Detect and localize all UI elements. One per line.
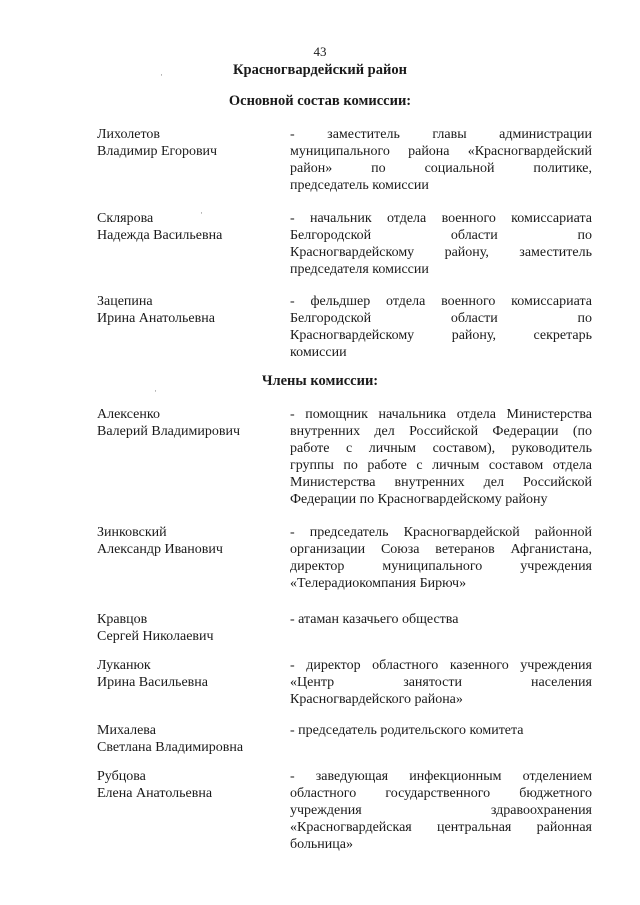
- surname: Лихолетов: [97, 127, 161, 142]
- given-names: Ирина Васильевна: [97, 675, 208, 690]
- description-line: Красногвардейскому району, секретарь: [290, 328, 592, 343]
- position-description: [290, 657, 592, 708]
- given-names: Александр Иванович: [97, 542, 223, 557]
- person-name: [97, 768, 272, 802]
- description-line: - заместитель главы администрации: [290, 127, 592, 142]
- scan-speck: ·: [160, 70, 163, 80]
- description-line: председатель комиссии: [290, 178, 429, 193]
- description-line: - председатель Красногвардейской районной: [290, 525, 592, 540]
- description-line: муниципального района «Красногвардейский: [290, 144, 592, 159]
- description-line: - атаман казачьего общества: [290, 612, 459, 627]
- person-name: [97, 657, 272, 691]
- surname: Зацепина: [97, 294, 153, 309]
- description-line: председателя комиссии: [290, 262, 429, 277]
- description-line: - директор областного казенного учреждения: [290, 658, 592, 673]
- district-title: Красногвардейский район: [233, 62, 407, 78]
- description-line: - начальник отдела военного комиссариата: [290, 211, 592, 226]
- position-description: [290, 524, 592, 592]
- description-line: «Красногвардейская центральная районная: [290, 820, 592, 835]
- person-name: [97, 126, 272, 160]
- position-description: [290, 293, 592, 361]
- position-description: [290, 722, 592, 739]
- person-name: [97, 524, 272, 558]
- person-name: [97, 406, 272, 440]
- surname: Рубцова: [97, 769, 146, 784]
- description-line: областного государственного бюджетного: [290, 786, 592, 801]
- description-line: - помощник начальника отдела Министерства: [290, 407, 592, 422]
- surname: Михалева: [97, 723, 156, 738]
- surname: Склярова: [97, 211, 154, 226]
- description-line: - фельдшер отдела военного комиссариата: [290, 294, 592, 309]
- scan-speck: ·: [200, 208, 203, 218]
- scan-speck: ·: [154, 386, 157, 396]
- description-line: учреждения здравоохранения: [290, 803, 592, 818]
- given-names: Елена Анатольевна: [97, 786, 213, 801]
- page-number: 43: [313, 44, 327, 59]
- given-names: Сергей Николаевич: [97, 629, 214, 644]
- description-line: - заведующая инфекционным отделением: [290, 769, 592, 784]
- description-line: внутренних дел Российской Федерации (по: [290, 424, 592, 439]
- description-line: больница»: [290, 837, 353, 852]
- position-description: [290, 768, 592, 853]
- description-line: Федерации по Красногвардейскому району: [290, 492, 548, 507]
- description-line: работе с личным составом), руководитель: [290, 441, 592, 456]
- position-description: [290, 126, 592, 194]
- description-line: Красногвардейскому району, заместитель: [290, 245, 592, 260]
- description-line: Белгородской области по: [290, 228, 592, 243]
- description-line: Белгородской области по: [290, 311, 592, 326]
- position-description: [290, 210, 592, 278]
- surname: Зинковский: [97, 525, 167, 540]
- description-line: комиссии: [290, 345, 347, 360]
- surname: Луканюк: [97, 658, 151, 673]
- given-names: Владимир Егорович: [97, 144, 218, 159]
- given-names: Светлана Владимировна: [97, 740, 244, 755]
- description-line: директор муниципального учреждения: [290, 559, 592, 574]
- position-description: [290, 406, 592, 508]
- person-name: [97, 722, 272, 756]
- person-name: [97, 611, 272, 645]
- description-line: организации Союза ветеранов Афганистана,: [290, 542, 592, 557]
- given-names: Надежда Васильевна: [97, 228, 223, 243]
- given-names: Ирина Анатольевна: [97, 311, 215, 326]
- description-line: «Телерадиокомпания Бирюч»: [290, 576, 467, 591]
- surname: Кравцов: [97, 612, 148, 627]
- description-line: группы по работе с личным составом отдела: [290, 458, 592, 473]
- description-line: Министерства внутренних дел Российской: [290, 475, 592, 490]
- description-line: район» по социальной политике,: [290, 161, 592, 176]
- position-description: [290, 611, 592, 628]
- person-name: [97, 293, 272, 327]
- person-name: [97, 210, 272, 244]
- surname: Алексенко: [97, 407, 160, 422]
- description-line: - председатель родительского комитета: [290, 723, 524, 738]
- main-section-heading: Основной состав комиссии:: [228, 93, 412, 109]
- description-line: «Центр занятости населения: [290, 675, 592, 690]
- description-line: Красногвардейского района»: [290, 692, 463, 707]
- members-section-heading: Члены комиссии:: [261, 373, 379, 389]
- given-names: Валерий Владимирович: [97, 424, 241, 439]
